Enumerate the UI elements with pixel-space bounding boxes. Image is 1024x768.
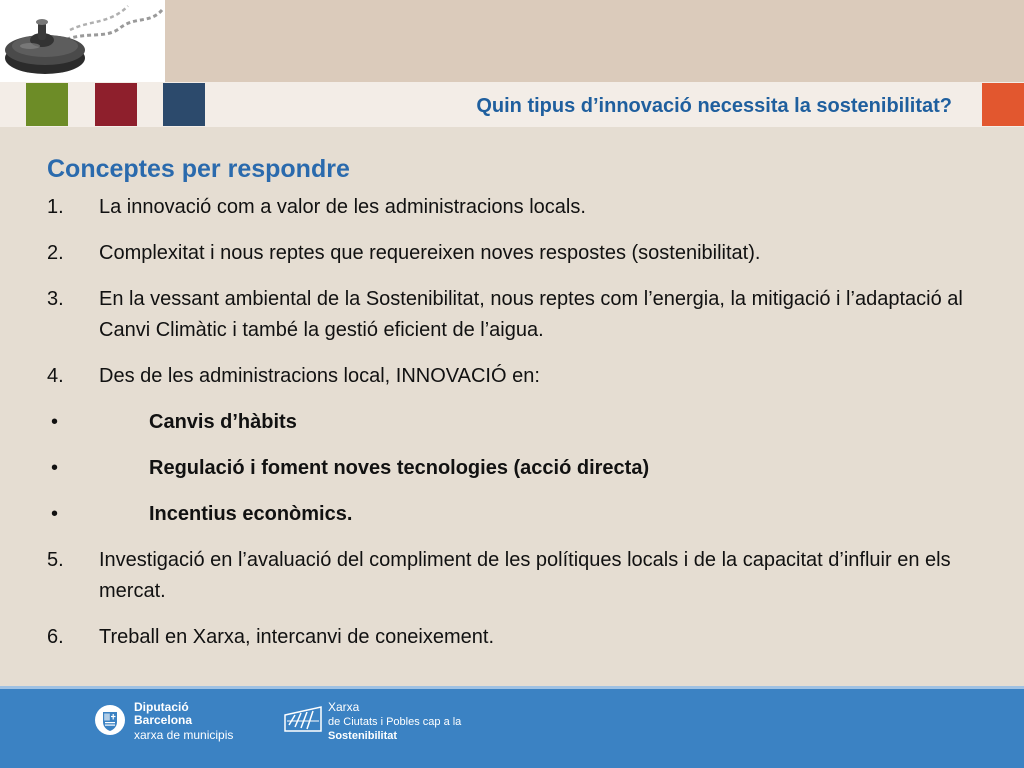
- list-item: [47, 284, 997, 346]
- list-number: 1.: [47, 196, 64, 218]
- diputacio-line1: Diputació: [134, 700, 189, 714]
- list-item: [47, 192, 997, 223]
- list-text: La innovació com a valor de les administracions locals.: [99, 196, 586, 218]
- xarxa-logo-icon: [283, 703, 323, 737]
- diputacio-shield-icon: [94, 704, 126, 736]
- list-text: Complexitat i nous reptes que requereixen noves respostes (sostenibilitat).: [99, 242, 761, 264]
- header-band: [165, 0, 1024, 82]
- xarxa-name: Sostenibilitat: [328, 730, 398, 742]
- list-number: 4.: [47, 365, 64, 387]
- list-number: 5.: [47, 549, 64, 571]
- bullet-marker: •: [51, 457, 59, 479]
- bullet-item: [47, 499, 997, 530]
- bullet-item: [47, 407, 997, 438]
- accent-square-red: [95, 83, 137, 126]
- list-item: [47, 622, 997, 653]
- list-number: 6.: [47, 626, 64, 648]
- bullet-text: Canvis d’hàbits: [149, 411, 297, 433]
- diputacio-name: [134, 701, 192, 727]
- accent-square-blue: [163, 83, 205, 126]
- diputacio-subtitle: xarxa de municipis: [134, 728, 234, 742]
- header-photo: [0, 0, 165, 82]
- footer: [0, 689, 1024, 768]
- bullet-marker: •: [51, 503, 59, 525]
- bullet-text: Incentius econòmics.: [149, 503, 353, 525]
- slide-title: Quin tipus d’innovació necessita la sostenibilitat?: [476, 95, 952, 117]
- list-text: En la vessant ambiental de la Sostenibilitat, nous reptes com l’energia, la mitigació i l’adaptació al Canvi Climàtic i també la gestió eficient de l’aigua.: [99, 288, 963, 341]
- list-item: [47, 361, 997, 392]
- accent-square-orange: [982, 83, 1024, 126]
- list-number: 3.: [47, 288, 64, 310]
- list-number: 2.: [47, 242, 64, 264]
- accent-square-green: [26, 83, 68, 126]
- xarxa-title: Xarxa: [328, 700, 360, 714]
- content-area: [47, 150, 997, 668]
- diputacio-line2: Barcelona: [134, 713, 193, 727]
- bullet-text: Regulació i foment noves tecnologies (acció directa): [149, 457, 650, 479]
- list-item: [47, 545, 997, 607]
- bullet-item: [47, 453, 997, 484]
- list-text: Treball en Xarxa, intercanvi de coneixement.: [99, 626, 495, 648]
- bullet-marker: •: [51, 411, 59, 433]
- list-text: Des de les administracions local, INNOVACIÓ en:: [99, 365, 540, 387]
- list-text: Investigació en l’avaluació del compliment de les polítiques locals i de la capacitat d’influir en els mercat.: [99, 549, 951, 602]
- xarxa-subtitle: de Ciutats i Pobles cap a la: [328, 716, 462, 728]
- list-item: [47, 238, 997, 269]
- section-heading: Conceptes per respondre: [47, 155, 350, 183]
